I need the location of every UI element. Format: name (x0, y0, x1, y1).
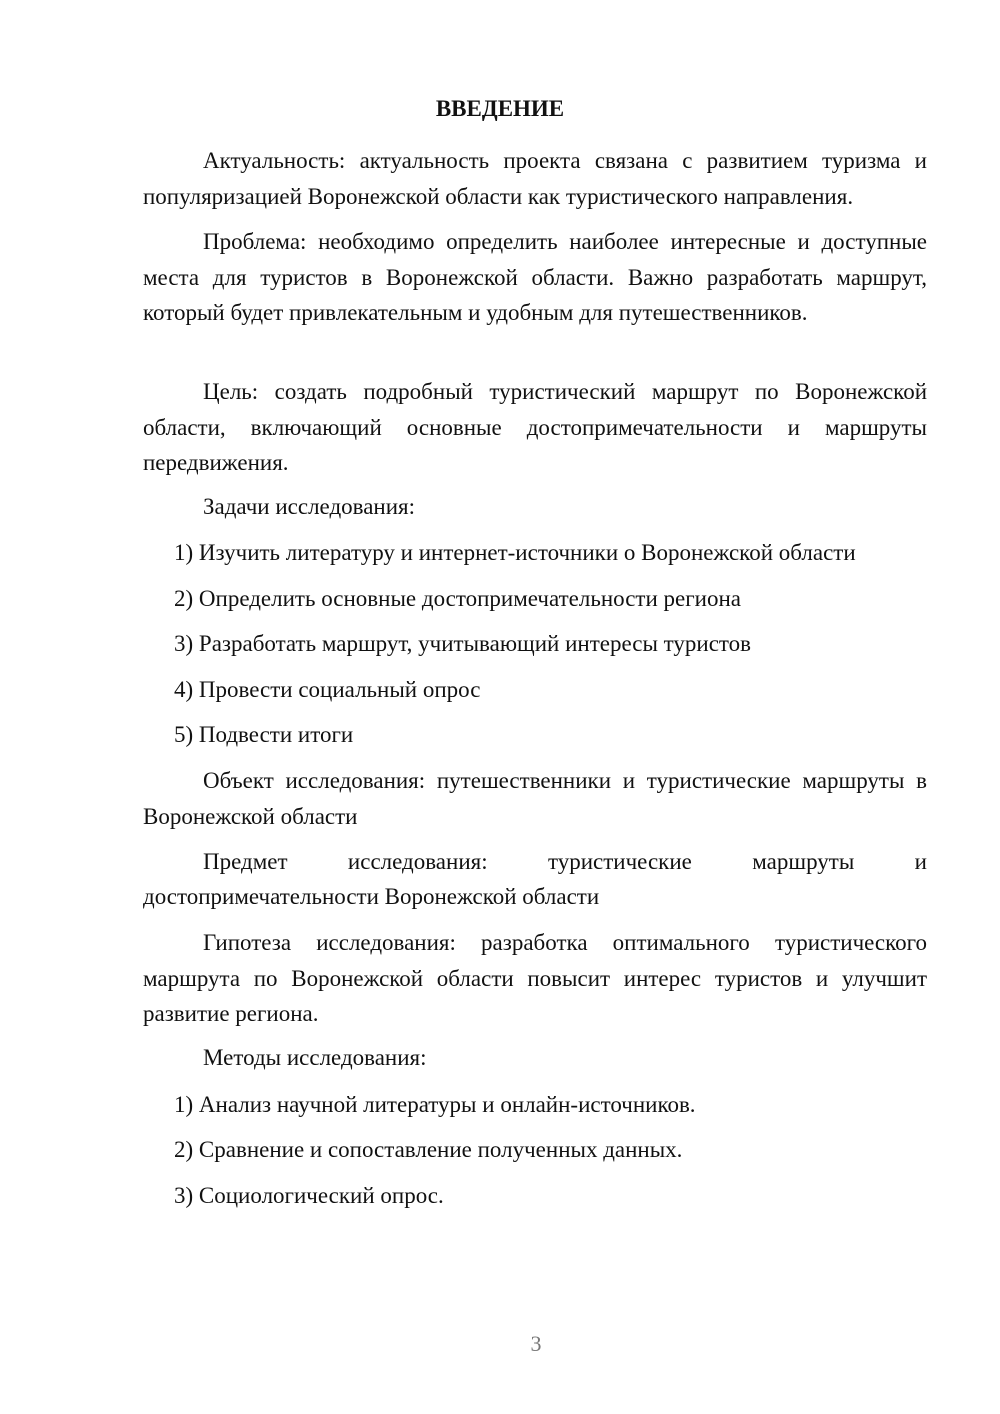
task-item: 2) Определить основные достопримечательности региона (174, 586, 742, 611)
task-item: 5) Подвести итоги (174, 722, 354, 747)
problem-paragraph (143, 224, 927, 331)
object-paragraph (143, 763, 927, 834)
task-item: 3) Разработать маршрут, учитывающий интересы туристов (174, 631, 752, 656)
page-number: 3 (530, 1331, 542, 1356)
tasks-heading (143, 489, 927, 525)
method-item: 2) Сравнение и сопоставление полученных данных. (174, 1137, 683, 1162)
methods-heading-text: Методы исследования: (203, 1045, 427, 1070)
goal-paragraph (143, 374, 927, 481)
goal-text: Цель: создать подробный туристический маршрут по Воронежской области, включающий основные достопримечательности и маршруты передвижения. (143, 379, 927, 475)
subject-line-2: достопримечательности Воронежской области (143, 884, 600, 909)
methods-heading (143, 1040, 927, 1076)
hypothesis-text: Гипотеза исследования: разработка оптимального туристического маршрута по Воронежской области повысит интерес туристов и улучшит развитие региона. (143, 930, 927, 1026)
page-title (72, 96, 1000, 122)
title-text: ВВЕДЕНИЕ (435, 96, 565, 121)
relevance-text: Актуальность: актуальность проекта связана с развитием туризма и популяризацией Воронежской области как туристического направления. (143, 148, 927, 209)
task-item: 1) Изучить литературу и интернет-источники о Воронежской области (174, 540, 856, 565)
tasks-heading-text: Задачи исследования: (203, 494, 416, 519)
subject-text-1: Предмет исследования: туристические маршруты и (203, 849, 927, 874)
problem-text: Проблема: необходимо определить наиболее интересные и доступные места для туристов в Воронежской области. Важно разработать маршрут, который будет привлекательным и удобным для путешественников. (143, 229, 927, 325)
subject-line-1 (143, 844, 927, 880)
hypothesis-paragraph (143, 925, 927, 1032)
relevance-paragraph (143, 143, 927, 214)
task-item: 4) Провести социальный опрос (174, 677, 481, 702)
object-text: Объект исследования: путешественники и туристические маршруты в Воронежской области (143, 768, 927, 829)
method-item: 1) Анализ научной литературы и онлайн-источников. (174, 1092, 696, 1117)
method-item: 3) Социологический опрос. (174, 1183, 444, 1208)
